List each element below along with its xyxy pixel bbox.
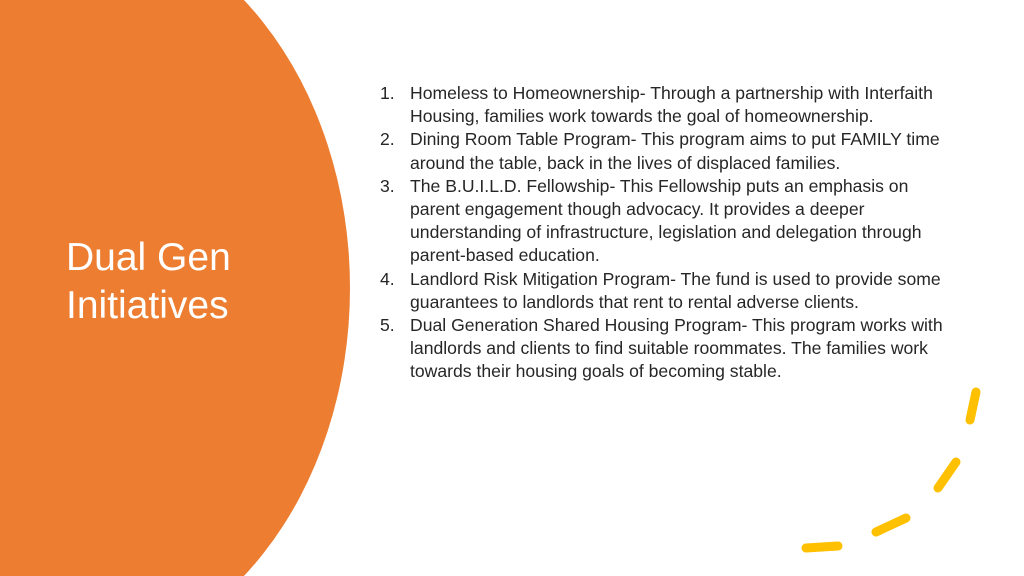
title-line: Initiatives xyxy=(66,284,229,327)
list-item-number: 5. xyxy=(380,315,395,336)
list-item xyxy=(380,175,960,268)
list-item-number: 1. xyxy=(380,83,395,103)
dash-segment xyxy=(806,546,838,548)
list-item-number: 2. xyxy=(380,129,395,150)
list-item-text: Landlord Risk Mitigation Program- The fund is used to provide some guarantees to landlords that rent to rental adverse clients. xyxy=(410,268,941,312)
list-item-number: 3. xyxy=(380,175,395,196)
dash-segment xyxy=(876,518,906,532)
list-item xyxy=(380,268,960,314)
list-item-text: Homeless to Homeownership- Through a partnership with Interfaith Housing, families work towards the goal of homeownership. xyxy=(410,83,933,127)
list-item-number: 4. xyxy=(380,268,395,289)
dash-segment xyxy=(970,392,976,420)
list-item xyxy=(380,128,960,174)
initiatives-list xyxy=(380,82,960,384)
list-item-text: Dual Generation Shared Housing Program- This program works with landlords and clients to find suitable roommates. The families work towards their housing goals of becoming stable. xyxy=(410,315,943,382)
list-item-text: The B.U.I.L.D. Fellowship- This Fellowship puts an emphasis on parent engagement though advocacy. It provides a deeper understanding of infrastructure, legislation and delegation through parent-based education. xyxy=(410,175,922,266)
list-item xyxy=(380,314,960,384)
slide-title xyxy=(66,234,326,330)
list-item xyxy=(380,82,960,128)
list-item-text: Dining Room Table Program- This program aims to put FAMILY time around the table, back in the lives of displaced families. xyxy=(410,129,940,173)
title-line: Dual Gen xyxy=(66,236,231,279)
dash-segment xyxy=(938,462,956,488)
